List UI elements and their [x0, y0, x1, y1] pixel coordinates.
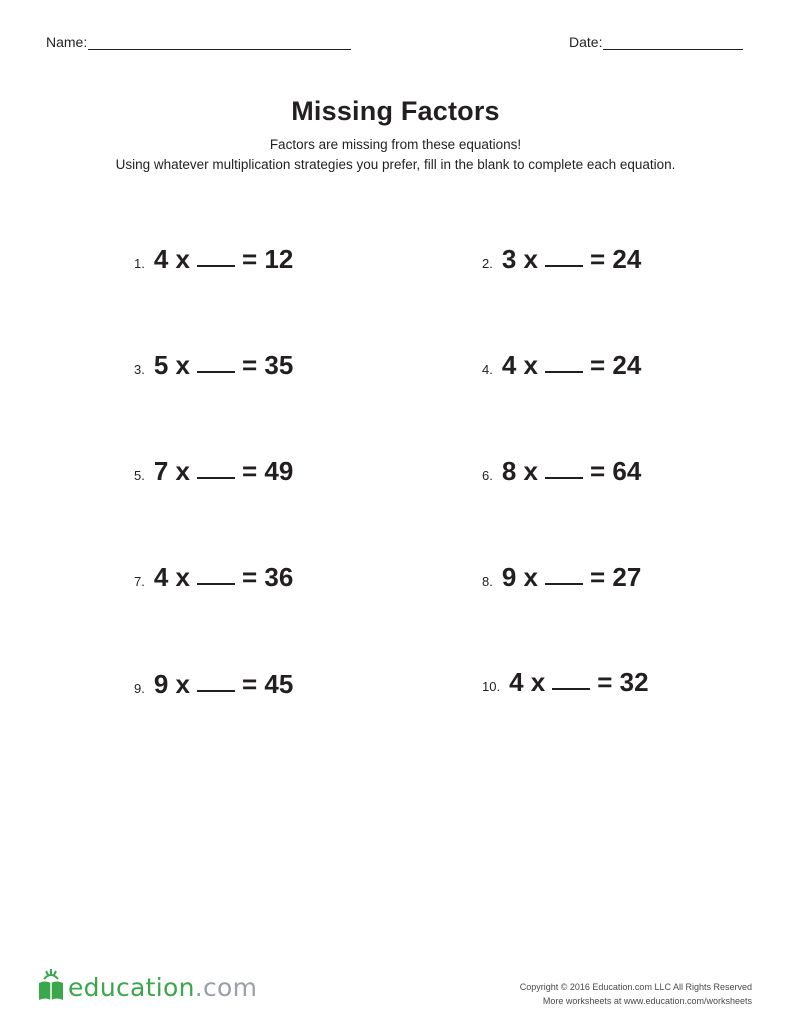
equation-result: = 36 — [242, 562, 294, 592]
problem-number: 1. — [134, 256, 145, 271]
problem-number: 3. — [134, 362, 145, 377]
problem-8 — [482, 562, 641, 602]
problem-number: 7. — [134, 574, 145, 589]
equation — [509, 667, 648, 698]
equation — [502, 350, 641, 381]
name-field[interactable] — [46, 34, 351, 50]
problem-number: 8. — [482, 574, 493, 589]
equation-result: = 64 — [590, 456, 642, 486]
equation — [502, 562, 641, 593]
problem-number: 5. — [134, 468, 145, 483]
answer-blank[interactable] — [545, 370, 583, 373]
equation — [154, 456, 293, 487]
equation-factor: 3 x — [501, 244, 538, 274]
instruction-line-2: Using whatever multiplication strategies you prefer, fill in the blank to complete each equation. — [115, 157, 676, 172]
answer-blank[interactable] — [197, 370, 235, 373]
problem-number: 6. — [482, 468, 493, 483]
problem-1 — [134, 244, 293, 284]
problem-2 — [482, 244, 641, 284]
problem-4 — [482, 350, 641, 390]
instruction-line-1: Factors are missing from these equations! — [269, 137, 522, 152]
equation-factor: 4 x — [153, 562, 190, 592]
answer-blank[interactable] — [197, 476, 235, 479]
equation-result: = 24 — [590, 244, 642, 274]
equation-result: = 12 — [242, 244, 294, 274]
copyright-block — [520, 980, 752, 1008]
copyright-text: Copyright © 2016 Education.com LLC All Rights Reserved — [519, 982, 752, 992]
date-field[interactable] — [569, 34, 743, 50]
more-worksheets-link[interactable]: More worksheets at www.education.com/worksheets — [542, 996, 752, 1006]
answer-blank[interactable] — [545, 476, 583, 479]
logo-wordmark: education.com — [68, 973, 258, 1002]
equation-factor: 4 x — [509, 667, 546, 697]
worksheet-title: Missing Factors — [291, 96, 500, 126]
problem-3 — [134, 350, 293, 390]
equation-result: = 24 — [590, 350, 642, 380]
answer-blank[interactable] — [197, 264, 235, 267]
equation — [502, 456, 641, 487]
equation — [154, 244, 293, 275]
equation-factor: 4 x — [153, 244, 190, 274]
problem-10 — [482, 667, 649, 707]
date-input-line[interactable] — [603, 35, 743, 50]
equation-result: = 27 — [590, 562, 642, 592]
problem-number: 9. — [134, 681, 145, 696]
equation-factor: 5 x — [153, 350, 190, 380]
answer-blank[interactable] — [197, 689, 235, 692]
equation-result: = 35 — [242, 350, 294, 380]
equation-factor: 9 x — [153, 669, 190, 699]
answer-blank[interactable] — [545, 582, 583, 585]
education-logo — [36, 967, 257, 1008]
name-input-line[interactable] — [88, 35, 351, 50]
equation-factor: 4 x — [501, 350, 538, 380]
equation — [154, 669, 293, 700]
problem-7 — [134, 562, 293, 602]
equation-result: = 49 — [242, 456, 294, 486]
answer-blank[interactable] — [197, 582, 235, 585]
equation — [154, 562, 293, 593]
equation — [502, 244, 641, 275]
equation-factor: 9 x — [501, 562, 538, 592]
problem-number: 2. — [482, 256, 493, 271]
date-label: Date: — [569, 34, 603, 50]
name-label: Name: — [46, 34, 88, 50]
problem-number: 4. — [482, 362, 493, 377]
problem-6 — [482, 456, 641, 496]
problem-9 — [134, 669, 293, 709]
equation-result: = 32 — [597, 667, 649, 697]
equation-result: = 45 — [242, 669, 294, 699]
equation-factor: 7 x — [153, 456, 190, 486]
equation-factor: 8 x — [501, 456, 538, 486]
answer-blank[interactable] — [552, 687, 590, 690]
equation — [154, 350, 293, 381]
problem-number: 10. — [482, 679, 501, 694]
book-sprout-icon — [36, 967, 66, 1008]
problem-5 — [134, 456, 293, 496]
answer-blank[interactable] — [545, 264, 583, 267]
